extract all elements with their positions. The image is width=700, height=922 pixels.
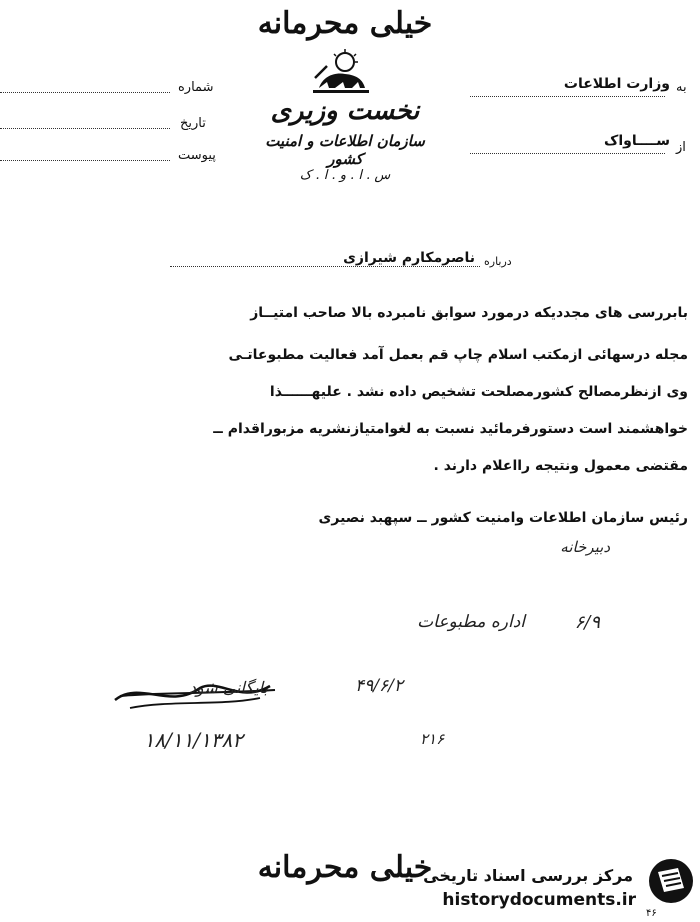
- classification-stamp-bottom: خیلی محرمانه: [257, 850, 433, 885]
- from-label: از: [676, 140, 686, 155]
- number-label: شماره: [178, 80, 214, 95]
- to-label: به: [676, 80, 687, 95]
- attachment-label: پیوست: [178, 148, 216, 163]
- classification-stamp-top: خیلی محرمانه: [257, 6, 433, 41]
- number-field-line: [0, 92, 170, 93]
- subject-value: ناصرمکارم شیرازی: [343, 250, 475, 266]
- watermark-title: مرکز بررسی اسناد تاریخی: [423, 866, 633, 885]
- handwritten-number-right: ۶/۹: [574, 612, 600, 633]
- office-title: نخست وزیری: [270, 96, 420, 126]
- body-line: وی ازنظرمصالح کشورمصلحت تشخیص داده نشد . علیهــــــذا: [269, 384, 688, 400]
- handwritten-note-middle: اداره مطبوعات: [417, 612, 525, 632]
- handwritten-note-left: بایگانی شود: [188, 678, 268, 697]
- page-number: ۴۶: [646, 908, 657, 919]
- body-line: بابررسی های مجددیکه درمورد سوابق نامبرده بالا صاحب امتیــاز: [250, 305, 688, 321]
- lion-and-sun-emblem-icon: [305, 48, 375, 98]
- body-line: مجله درسهائی ازمکتب اسلام چاپ قم بعمل آمد فعالیت مطبوعاتـی: [228, 347, 688, 363]
- from-field-line: [470, 153, 665, 154]
- attachment-field-line: [0, 160, 170, 161]
- handwritten-small-number: ۲۱۶: [420, 730, 445, 748]
- handwritten-number-left: ۱۸/۱۱/۱۳۸۲: [143, 728, 243, 752]
- body-line: مقتضی معمول ونتیجه رااعلام دارند .: [433, 458, 688, 474]
- from-value: ســــاواک: [603, 133, 670, 149]
- subject-field-line: [170, 266, 480, 267]
- body-line: خواهشمند است دستورفرمائید نسبت به لغوامتیازنشریه مزبوراقدام ــ: [213, 421, 688, 437]
- office-code: س . ا . و . ا . ک: [299, 168, 391, 183]
- archive-logo-icon: [648, 858, 694, 904]
- to-field-line: [470, 96, 665, 97]
- office-subtitle: سازمان اطلاعات و امنیت کشور: [265, 132, 425, 168]
- signature-line: رئیس سازمان اطلاعات وامنیت کشور ــ سپهبد نصیری: [318, 510, 688, 526]
- date-field-line: [0, 128, 170, 129]
- handwritten-date-middle: ۴۹/۶/۲: [355, 676, 403, 696]
- subject-label: درباره: [484, 255, 512, 268]
- date-label: تاریخ: [180, 116, 206, 131]
- to-value: وزارت اطلاعات: [563, 76, 670, 92]
- handwritten-note-right: دبیرخانه: [560, 538, 610, 556]
- watermark-url: historydocuments.ir: [442, 890, 636, 910]
